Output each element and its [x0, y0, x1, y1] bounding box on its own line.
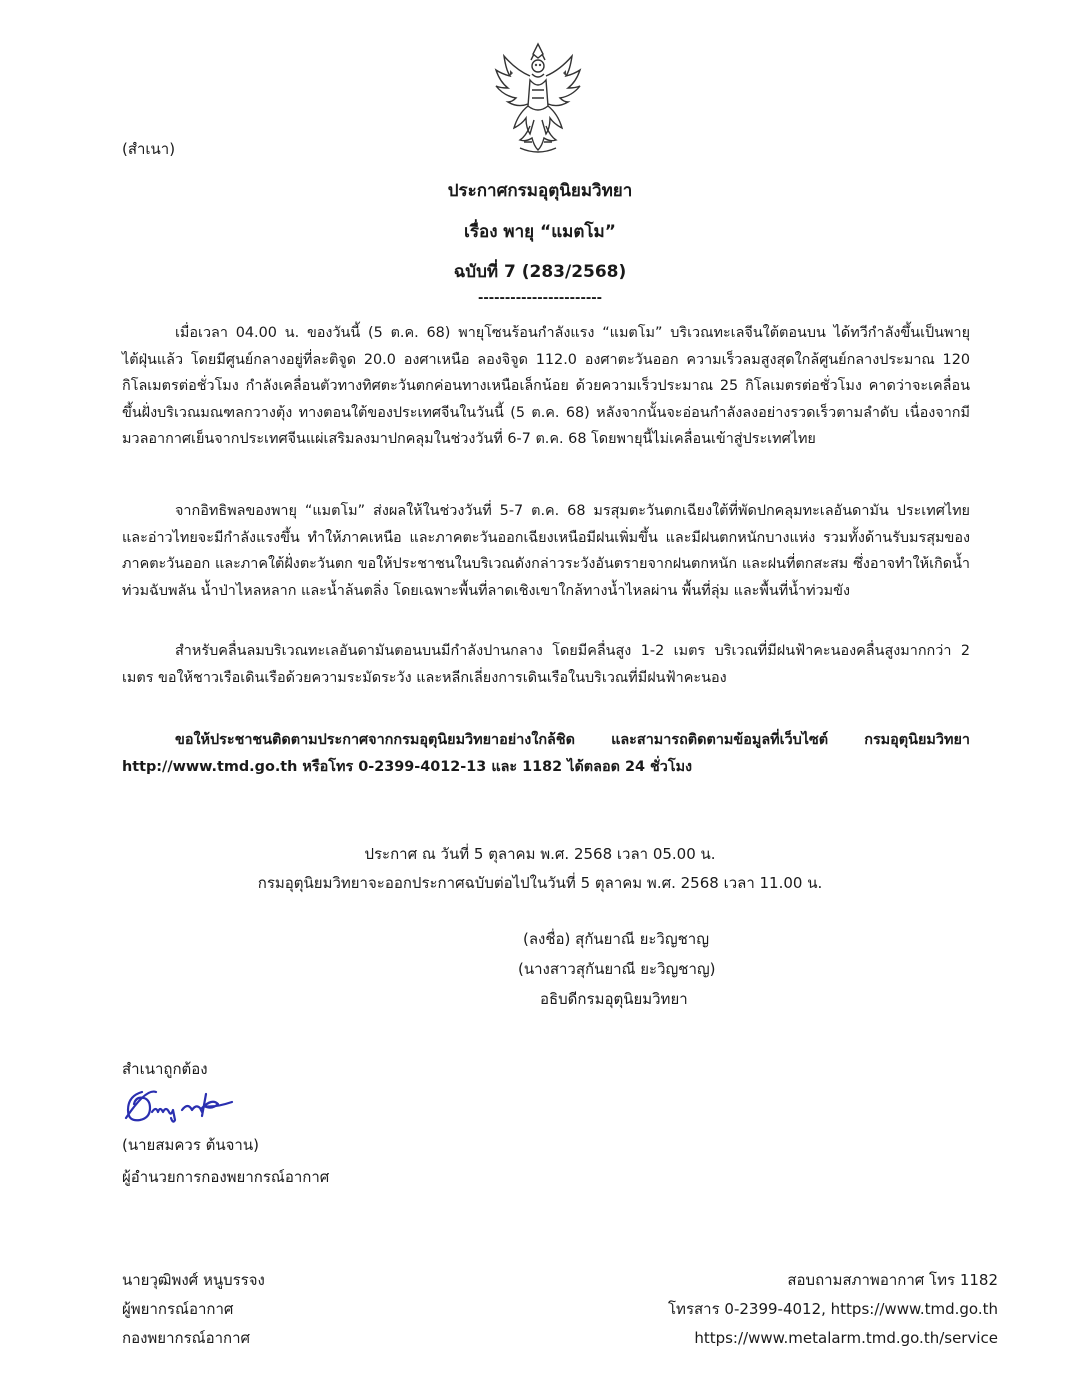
- footer-weather-hotline: สอบถามสภาพอากาศ โทร 1182: [787, 1271, 998, 1289]
- garuda-emblem-icon: [490, 40, 586, 158]
- signed-name: (นางสาวสุกันยาณี ยะวิญชาญ): [518, 960, 716, 978]
- paragraph-follow-updates: ขอให้ประชาชนติดตามประกาศจากกรมอุตุนิยมวิทยาอย่างใกล้ชิด และสามารถติดตามข้อมูลที่เว็บไซต์ กรมอุตุนิยมวิทยา http://www.tmd.go.th หรือโทร 0-2399-4012-13 และ 1182 ได้ตลอด 24 ชั่วโมง: [122, 732, 970, 775]
- signed-signature: (ลงชื่อ) สุกันยาณี ยะวิญชาญ: [523, 930, 709, 948]
- handwritten-signature-icon: [122, 1084, 242, 1128]
- title-separator: -----------------------: [477, 291, 603, 306]
- notice-title: ประกาศกรมอุตุนิยมวิทยา: [447, 181, 633, 201]
- certified-name: (นายสมควร ต้นจาน): [122, 1136, 259, 1154]
- paragraph-monsoon-impact: จากอิทธิพลของพายุ “แมตโม” ส่งผลให้ในช่วงวันที่ 5-7 ต.ค. 68 มรสุมตะวันตกเฉียงใต้ที่พัดปกคลุมทะเลอันดามัน ประเทศไทย และอ่าวไทยจะมีกำลังแรงขึ้น ทำให้ภาคเหนือ และภาคตะวันออกเฉียงเหนือมีฝนเพิ่มขึ้น และมีฝนตกหนักบางแห่ง รวมทั้งด้านรับมรสุมของภาคตะวันออก และภาคใต้ฝั่งตะวันตก ขอให้ประชาชนในบริเวณดังกล่าวระวังอันตรายจากฝนตกหนัก และฝนที่ตกสะสม ซึ่งอาจทำให้เกิดน้ำท่วมฉับพลัน น้ำป่าไหลหลาก และน้ำล้นตลิ่ง โดยเฉพาะพื้นที่ลาดเชิงเขาใกล้ทางน้ำไหลผ่าน พื้นที่ลุ่ม และพื้นที่น้ำท่วมขัง: [122, 503, 970, 599]
- certified-label: สำเนาถูกต้อง: [122, 1060, 208, 1078]
- copy-mark: (สำเนา): [122, 140, 176, 158]
- footer-fax-website: โทรสาร 0-2399-4012, https://www.tmd.go.th: [668, 1300, 998, 1318]
- notice-issue: ฉบับที่ 7 (283/2568): [453, 262, 627, 282]
- announce-date: ประกาศ ณ วันที่ 5 ตุลาคม พ.ศ. 2568 เวลา 05.00 น.: [364, 845, 716, 863]
- paragraph-storm-status: เมื่อเวลา 04.00 น. ของวันนี้ (5 ต.ค. 68) พายุโซนร้อนกำลังแรง “แมตโม” บริเวณทะเลจีนใต้ตอนบน ได้ทวีกำลังขึ้นเป็นพายุไต้ฝุ่นแล้ว โดยมีศูนย์กลางอยู่ที่ละติจูด 20.0 องศาเหนือ ลองจิจูด 112.0 องศาตะวันออก ความเร็วลมสูงสุดใกล้ศูนย์กลางประมาณ 120 กิโลเมตรต่อชั่วโมง กำลังเคลื่อนตัวทางทิศตะวันตกค่อนทางเหนือเล็กน้อย ด้วยความเร็วประมาณ 25 กิโลเมตรต่อชั่วโมง คาดว่าจะเคลื่อนขึ้นฝั่งบริเวณมณฑลกวางตุ้ง ทางตอนใต้ของประเทศจีนในวันนี้ (5 ต.ค. 68) หลังจากนั้นจะอ่อนกำลังลงอย่างรวดเร็วตามลำดับ เนื่องจากมีมวลอากาศเย็นจากประเทศจีนแผ่เสริมลงมาปกคลุมในช่วงวันที่ 6-7 ต.ค. 68 โดยพายุนี้ไม่เคลื่อนเข้าสู่ประเทศไทย: [122, 325, 970, 447]
- signed-position: อธิบดีกรมอุตุนิยมวิทยา: [540, 990, 688, 1008]
- footer-forecaster-role: ผู้พยากรณ์อากาศ: [122, 1300, 234, 1318]
- notice-subject: เรื่อง พายุ “แมตโม”: [464, 222, 616, 242]
- next-issue-note: กรมอุตุนิยมวิทยาจะออกประกาศฉบับต่อไปในวันที่ 5 ตุลาคม พ.ศ. 2568 เวลา 11.00 น.: [257, 874, 823, 892]
- paragraph-sea-conditions: สำหรับคลื่นลมบริเวณทะเลอันดามันตอนบนมีกำลังปานกลาง โดยมีคลื่นสูง 1-2 เมตร บริเวณที่มีฝนฟ้าคะนองคลื่นสูงมากกว่า 2 เมตร ขอให้ชาวเรือเดินเรือด้วยความระมัดระวัง และหลีกเลี่ยงการเดินเรือในบริเวณที่มีฝนฟ้าคะนอง: [122, 643, 970, 686]
- footer-forecaster-division: กองพยากรณ์อากาศ: [122, 1329, 251, 1347]
- footer-forecaster-name: นายวุฒิพงศ์ หนูบรรจง: [122, 1271, 265, 1289]
- footer-metalarm-link[interactable]: https://www.metalarm.tmd.go.th/service: [694, 1329, 998, 1347]
- certified-position: ผู้อำนวยการกองพยากรณ์อากาศ: [122, 1168, 330, 1186]
